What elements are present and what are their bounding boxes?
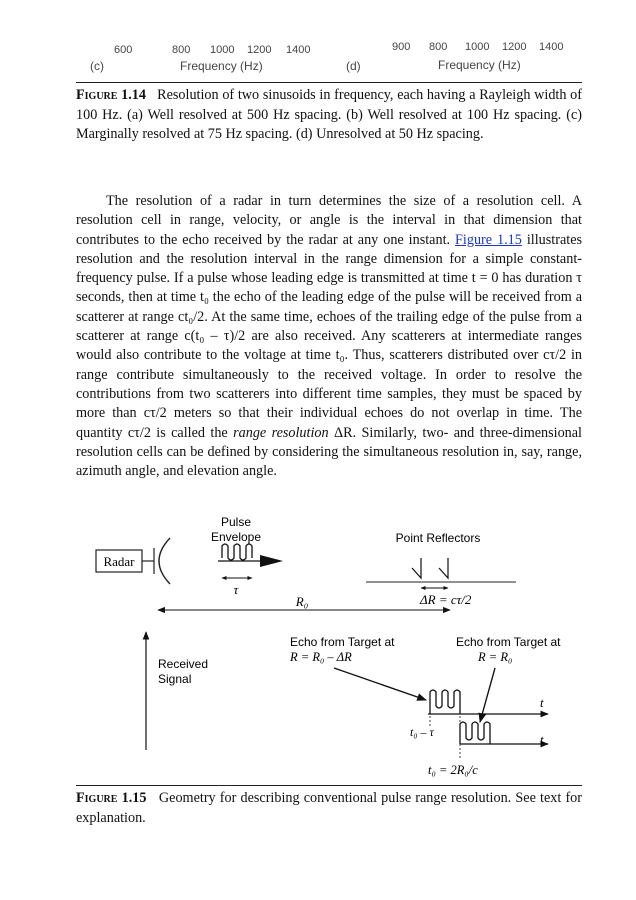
t0-minus-tau-label: t₀ – τ [410,725,434,739]
caption-label: Figure 1.15 [76,790,147,806]
antenna-dish [159,538,170,584]
echo-right-range: R = R₀ [478,650,513,664]
tick-label: 1000 [210,44,235,56]
figure-1-14-fragment [76,41,582,80]
figure-1-15-link[interactable]: Figure 1.15 [455,231,522,248]
figure-1-15-caption [76,789,582,828]
tick-label: 1400 [539,41,564,53]
tick-label: 600 [114,44,133,56]
figure-1-14-caption [76,86,582,145]
t0-equation-label: t₀ = 2R₀/c [428,763,478,777]
pulse-envelope-label: Pulse [220,515,252,529]
time-label: t [540,695,544,710]
echo-left-pointer [334,668,426,700]
body-paragraph [76,192,582,481]
tau-label: τ [233,582,239,597]
tick-label: 1200 [502,41,527,53]
echo-left-label: Echo from Target at [290,635,395,649]
range-resolution-term: range resolution [233,424,329,441]
figure-1-15 [76,512,582,784]
tick-label: 1400 [286,44,311,56]
caption-text: Geometry for describing conventional pulse range resolution. See text for explanation. [76,790,582,826]
received-signal-label: Signal [158,672,192,686]
panel-label: (d) [346,59,361,73]
axis-label: Frequency (Hz) [438,58,521,72]
pulse-waveform [222,544,252,560]
echo-left-range: R = R₀ – ΔR [290,650,352,664]
paragraph-text: ΔR. Similarly, two- and three-dimensional resolution cells can be defined by considering the simultaneous resolution in, say, range, azimuth angle, and elevation angle. [76,424,583,480]
caption-rule [76,82,582,83]
echo-far-waveform [460,722,490,744]
tick-label: 800 [429,41,448,53]
pulse-envelope-label: Envelope [210,530,262,544]
pulse-arrow-icon [260,555,283,567]
paragraph-text: The resolution of a radar in turn determines the size of a resolution cell. A resolution cell in range, velocity, or angle is the interval in that dimension that contributes to the echo received by the radar at any one instant. [76,193,582,248]
reflector-icon [412,558,421,578]
reflector-icon [439,558,448,578]
time-label: t [540,732,544,747]
tick-label: 1200 [247,44,272,56]
caption-label: Figure 1.14 [76,87,146,103]
caption-rule [76,785,582,786]
received-signal-label: Received [158,657,209,671]
echo-near-waveform [430,690,460,714]
delta-r-label: ΔR = cτ/2 [420,592,472,607]
tick-label: 1000 [465,41,490,53]
axis-label: Frequency (Hz) [180,59,263,73]
tick-label: 900 [392,41,411,53]
r0-label: R₀ [295,594,309,609]
echo-right-label: Echo from Target at [456,635,561,649]
radar-label: Radar [103,554,135,569]
tick-label: 800 [172,44,191,56]
caption-text: Resolution of two sinusoids in frequency, each having a Rayleigh width of 100 Hz. (a) Well resolved at 500 Hz spacing. (b) Well resolved at 100 Hz spacing. (c) Marginally resolved at 75 Hz spacing. (d) Unresolved at 50 Hz spacing. [76,87,582,142]
paragraph-text: illustrates resolution and the resolution interval in the range dimension for a simple constant-frequency pulse. If a pulse whose leading edge is transmitted at time t = 0 has duration τ seconds, then at time t₀ the echo of the leading edge of the pulse will be received from a scatterer at range ct₀/2. At the same time, echoes of the trailing edge of the pulse from a scatterer at range c(t₀ – τ)/2 are also received. Any scatterers at intermediate ranges would also contribute to the voltage at time t₀. Thus, scatterers distributed over cτ/2 in range contribute simultaneously to the received voltage. In order to resolve the contributions from two scatterers into different time samples, they must be spaced by more than cτ/2 meters so that their individual echoes do not overlap in time. The quantity cτ/2 is called the [76,231,583,441]
point-reflectors-label: Point Reflectors [395,531,481,545]
panel-label: (c) [90,59,104,73]
